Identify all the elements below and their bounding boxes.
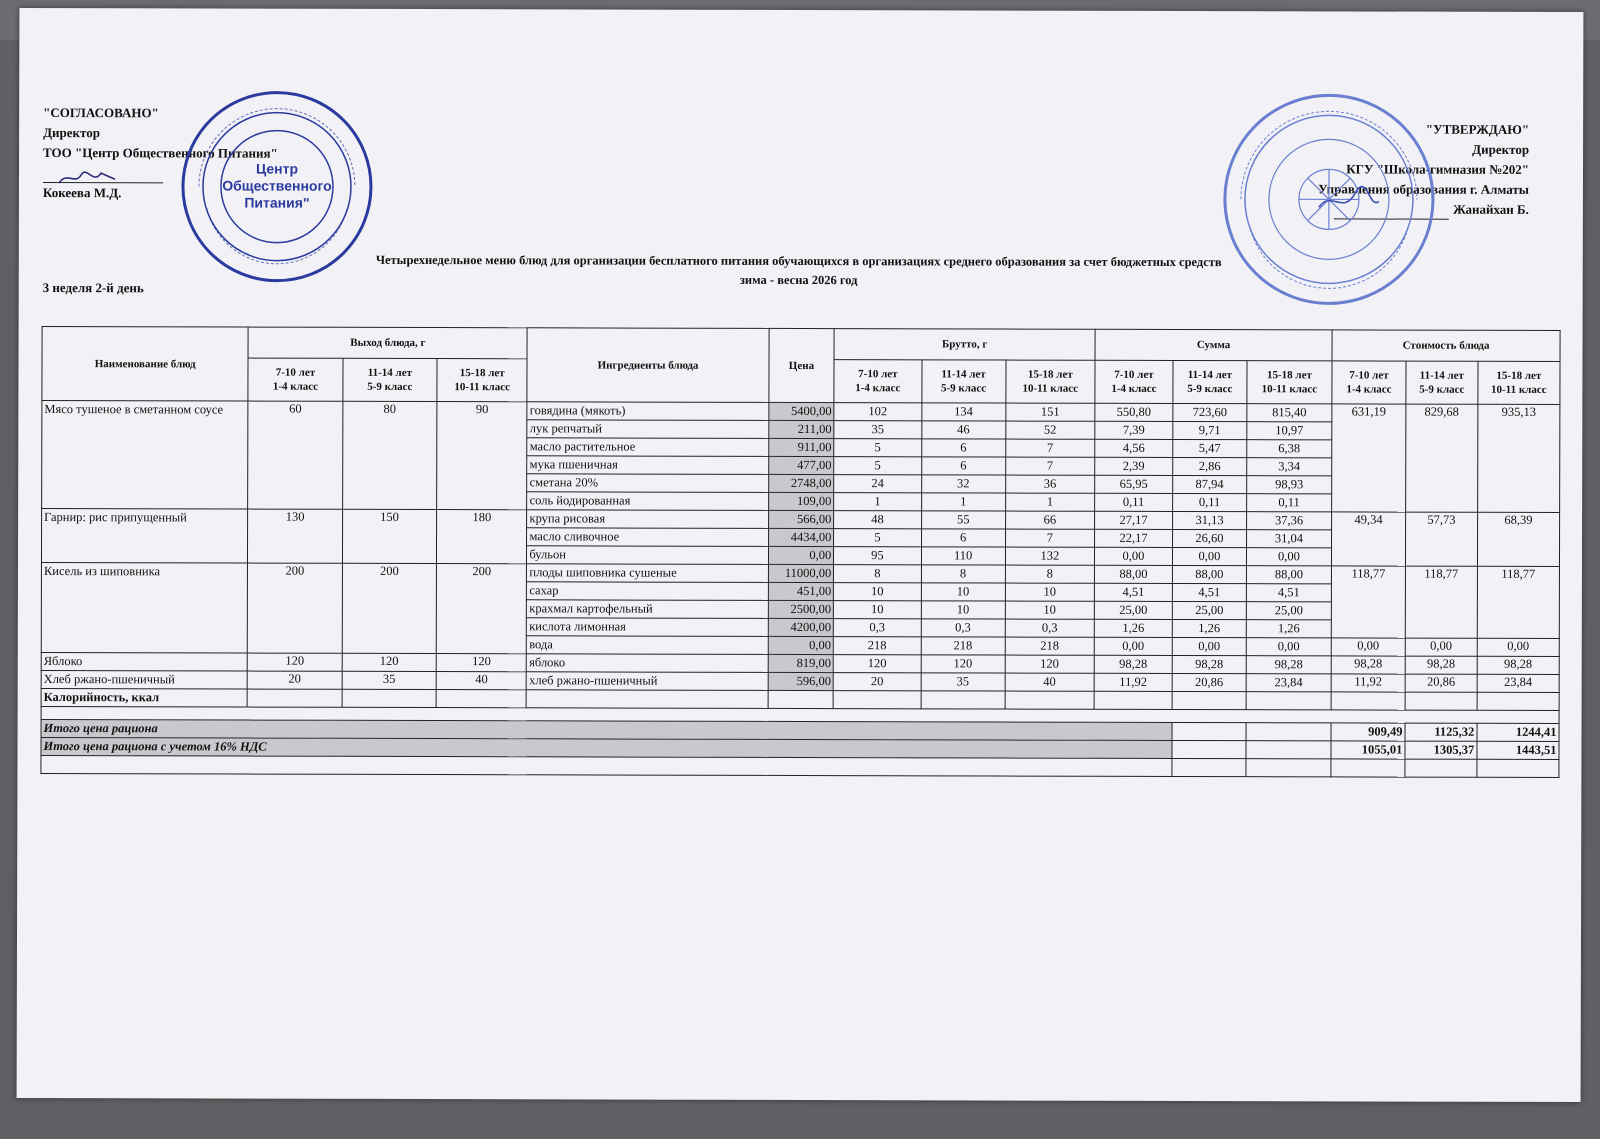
sum-value: 31,04 [1246,530,1331,548]
total-vat-label: Итого цена рациона с учетом 16% НДС [41,738,1172,759]
gross-value: 48 [834,511,921,529]
dish-name: Мясо тушеное в сметанном соусе [42,401,249,510]
empty-row [41,756,1559,778]
sum-value: 0,11 [1246,494,1331,512]
sum-value: 37,36 [1246,512,1331,530]
age-col-header: 11-14 лет 5-9 класс [1173,360,1247,403]
gross-value: 7 [1005,529,1094,547]
gross-value: 151 [1006,403,1095,421]
table-row [42,401,1560,423]
gross-value: 218 [834,637,921,655]
week-day-label: 3 неделя 2-й день [42,280,144,296]
sum-value: 26,60 [1173,529,1247,547]
sum-value: 550,80 [1095,403,1173,421]
gross-value: 95 [834,547,921,565]
dish-output: 120 [342,653,436,671]
total-vat-value: 1443,51 [1477,741,1559,759]
sum-value: 0,00 [1094,637,1172,655]
ingredient-name: лук репчатый [527,420,768,439]
col-header-cost: Стоимость блюда [1332,330,1560,362]
ingredient-price: 596,00 [768,672,834,690]
dish-output: 80 [342,401,437,509]
sum-value: 88,00 [1246,566,1331,584]
sum-value: 25,00 [1094,601,1172,619]
age-col-header: 11-14 лет 5-9 класс [1406,361,1478,404]
sum-value: 25,00 [1172,601,1246,619]
ingredient-name: вода [527,636,768,655]
sum-value: 2,39 [1095,457,1173,475]
sum-value: 22,17 [1095,529,1173,547]
gross-value: 7 [1005,457,1094,475]
approve-label: "УТВЕРЖДАЮ" [1425,121,1530,137]
sum-value: 31,13 [1173,511,1247,529]
gross-value: 10 [834,601,921,619]
ingredient-price: 0,00 [768,546,834,564]
gross-value: 5 [834,457,921,475]
ingredient-name: плоды шиповника сушеные [527,564,768,583]
dish-cost: 20,86 [1405,674,1477,692]
sum-value: 723,60 [1173,403,1247,421]
sum-value: 1,26 [1094,619,1172,637]
dish-name: Яблоко [41,653,247,672]
gross-value: 35 [834,421,921,439]
ingredient-name: крупа рисовая [527,510,768,529]
col-header-ingredients: Ингредиенты блюда [527,328,768,403]
gross-value: 0,3 [921,619,1005,637]
col-header-sum: Сумма [1095,329,1332,361]
ingredient-price: 477,00 [768,456,834,474]
dish-cost: 68,39 [1477,512,1559,566]
dish-name: Гарнир: рис припущенный [41,509,247,564]
sum-value: 815,40 [1247,404,1332,422]
gross-value: 55 [921,511,1005,529]
age-col-header: 11-14 лет 5-9 класс [343,358,438,401]
gross-value: 132 [1005,547,1094,565]
sum-value: 98,28 [1172,655,1246,673]
gross-value: 120 [921,655,1005,673]
ingredient-name: крахмал картофельный [527,600,768,619]
dish-output: 120 [436,654,526,672]
ingredient-price: 2500,00 [768,600,834,618]
table-row [41,563,1559,585]
ingredient-price: 5400,00 [768,402,834,420]
sum-value: 6,38 [1247,440,1332,458]
dish-output: 60 [248,401,343,509]
sum-value: 0,00 [1246,548,1331,566]
right-position: Директор [1472,141,1530,157]
total-value: 1125,32 [1405,723,1477,741]
age-col-header: 11-14 лет 5-9 класс [921,360,1005,403]
dish-cost: 57,73 [1405,512,1477,566]
right-org: КГУ "Школа-гимназия №202" [1346,161,1530,177]
dish-cost: 118,77 [1405,566,1477,638]
gross-value: 35 [921,673,1005,691]
age-col-header: 15-18 лет 10-11 класс [1478,361,1560,404]
ingredient-price: 11000,00 [768,564,834,582]
menu-document [17,8,1584,1102]
total-vat-value: 1055,01 [1331,741,1405,759]
age-col-header: 15-18 лет 10-11 класс [437,359,527,402]
ingredient-price: 4434,00 [768,528,834,546]
stamp-text-line2: Общественного [222,177,332,194]
gross-value: 218 [1005,637,1094,655]
sum-value: 0,00 [1172,547,1246,565]
right-signer: Жанайхан Б. [1452,201,1529,217]
ingredient-price: 451,00 [768,582,834,600]
sum-value: 88,00 [1094,565,1172,583]
sum-value: 98,93 [1247,476,1332,494]
sum-value: 0,00 [1094,547,1172,565]
total-value: 909,49 [1331,723,1405,741]
gross-value: 5 [834,439,921,457]
approved-label: "СОГЛАСОВАНО" [43,105,159,121]
gross-value: 40 [1005,673,1094,691]
ingredient-name: мука пшеничная [527,456,768,475]
left-signer: Кокеева М.Д. [42,185,122,201]
sum-value: 87,94 [1173,475,1247,493]
sum-value: 98,28 [1246,656,1331,674]
gross-value: 218 [921,637,1005,655]
col-header-dish: Наименование блюд [42,327,248,402]
gross-value: 32 [921,475,1005,493]
left-position: Директор [43,125,100,141]
dish-cost: 118,77 [1477,566,1559,638]
sum-value: 0,00 [1246,638,1331,656]
gross-value: 5 [834,529,921,547]
signature-mark [57,167,117,189]
gross-value: 1 [921,493,1005,511]
gross-value: 120 [1005,655,1094,673]
col-header-output: Выход блюда, г [248,327,527,359]
sum-value: 0,00 [1172,637,1246,655]
ingredient-name: сахар [527,582,768,601]
gross-value: 20 [833,673,920,691]
gross-value: 36 [1005,475,1094,493]
sum-value: 10,97 [1247,422,1332,440]
dish-cost: 935,13 [1477,404,1560,512]
dish-output: 200 [248,563,343,653]
sum-value: 4,56 [1095,439,1173,457]
gross-value: 66 [1005,511,1094,529]
total-vat-value: 1305,37 [1405,741,1477,759]
ingredient-price: 211,00 [768,420,834,438]
gross-value: 1 [834,493,921,511]
age-col-header: 7-10 лет 1-4 класс [1095,360,1173,403]
sum-value: 9,71 [1173,421,1247,439]
col-header-price: Цена [769,328,835,402]
ingredient-name: масло сливочное [527,528,768,547]
ingredient-price: 4200,00 [768,618,834,636]
sum-value: 4,51 [1172,583,1246,601]
ingredient-name: соль йодированная [527,492,768,511]
stamp-text-line1: Центр [255,160,299,177]
dish-output: 40 [436,672,526,690]
dish-cost: 631,19 [1332,404,1406,512]
sum-value: 1,26 [1246,620,1331,638]
age-col-header: 15-18 лет 10-11 класс [1006,360,1095,403]
ingredient-price: 566,00 [768,510,834,528]
age-col-header: 7-10 лет 1-4 класс [834,360,921,403]
gross-value: 6 [921,439,1005,457]
dish-output: 200 [436,564,527,654]
left-org: ТОО "Центр Общественного Питания" [43,145,278,161]
dish-cost: 829,68 [1406,404,1478,512]
gross-value: 8 [834,565,921,583]
sum-value: 7,39 [1095,421,1173,439]
sum-value: 23,84 [1246,674,1331,692]
title-line-2: зима - весна 2026 год [739,272,858,288]
dish-output: 200 [342,563,437,653]
dish-output: 150 [342,509,437,563]
gross-value: 46 [921,421,1005,439]
gross-value: 10 [921,583,1005,601]
dish-cost: 49,34 [1332,512,1406,566]
dish-cost: 11,92 [1331,674,1405,692]
sum-value: 0,11 [1095,493,1173,511]
gross-value: 8 [921,565,1005,583]
ingredient-price: 911,00 [768,438,834,456]
col-header-gross: Брутто, г [834,329,1095,361]
dish-cost: 98,28 [1405,656,1477,674]
dish-output: 90 [437,402,528,510]
dish-cost: 98,28 [1331,656,1405,674]
sum-value: 98,28 [1094,655,1172,673]
dish-output: 180 [437,510,527,564]
sum-value: 4,51 [1094,583,1172,601]
gross-value: 120 [833,655,920,673]
ingredient-name: кислота лимонная [527,618,768,637]
age-col-header: 7-10 лет 1-4 класс [1332,361,1406,404]
sum-value: 2,86 [1173,457,1247,475]
gross-value: 6 [921,457,1005,475]
dish-cost: 0,00 [1405,638,1477,656]
sum-value: 27,17 [1095,511,1173,529]
dish-output: 35 [342,671,436,689]
ingredient-price: 819,00 [768,654,834,672]
ingredient-price: 109,00 [768,492,834,510]
right-dept: Управления образования г. Алматы [1318,181,1529,197]
sum-value: 5,47 [1173,439,1247,457]
gross-value: 52 [1005,421,1094,439]
ingredient-name: хлеб ржано-пшеничный [527,672,768,691]
age-col-header: 15-18 лет 10-11 класс [1247,361,1332,404]
gross-value: 10 [1005,601,1094,619]
sum-value: 20,86 [1172,673,1246,691]
title-line-1: Четырехнедельное меню блюд для организации бесплатного питания обучающихся в организациях среднего образования за счет бюджетных средств [375,252,1222,270]
total-value: 1244,41 [1477,723,1559,741]
sum-value: 0,11 [1173,493,1247,511]
ingredient-name: яблоко [527,654,768,673]
sum-value: 1,26 [1172,619,1246,637]
gross-value: 102 [834,403,921,421]
ingredient-price: 2748,00 [768,474,834,492]
gross-value: 10 [834,583,921,601]
gross-value: 8 [1005,565,1094,583]
stamp-text-line3: Питания" [244,194,310,211]
gross-value: 7 [1005,439,1094,457]
sum-value: 65,95 [1095,475,1173,493]
gross-value: 110 [921,547,1005,565]
dish-output: 120 [247,653,341,671]
dish-cost: 0,00 [1477,638,1559,656]
age-col-header: 7-10 лет 1-4 класс [248,358,343,401]
dish-cost: 118,77 [1331,566,1405,638]
ingredient-name: масло растительное [527,438,768,457]
menu-table [40,326,1560,778]
document-title [269,251,1329,292]
ingredient-price: 0,00 [768,636,834,654]
dish-output: 130 [248,509,343,563]
dish-output: 20 [247,671,341,689]
ingredient-name: бульон [527,546,768,565]
dish-cost: 0,00 [1331,638,1405,656]
gross-value: 10 [1005,583,1094,601]
sum-value: 3,34 [1247,458,1332,476]
table-header-row-1 [42,327,1560,362]
gross-value: 1 [1005,493,1094,511]
totals-body [41,689,1559,778]
gross-value: 10 [921,601,1005,619]
sum-value: 25,00 [1246,602,1331,620]
dish-cost: 23,84 [1477,674,1559,692]
menu-table-body [41,401,1560,693]
table-row [42,509,1560,531]
ingredient-name: сметана 20% [527,474,768,493]
gross-value: 24 [834,475,921,493]
sum-value: 4,51 [1246,584,1331,602]
gross-value: 6 [921,529,1005,547]
sum-value: 11,92 [1094,673,1172,691]
ingredient-name: говядина (мякоть) [527,402,768,421]
calories-label: Калорийность, ккал [41,689,247,708]
dish-cost: 98,28 [1477,656,1559,674]
sum-value: 88,00 [1172,565,1246,583]
total-label: Итого цена рациона [41,720,1172,741]
dish-name: Кисель из шиповника [41,563,248,654]
gross-value: 0,3 [1005,619,1094,637]
gross-value: 134 [921,403,1005,421]
dish-name: Хлеб ржано-пшеничный [41,671,247,690]
gross-value: 0,3 [834,619,921,637]
